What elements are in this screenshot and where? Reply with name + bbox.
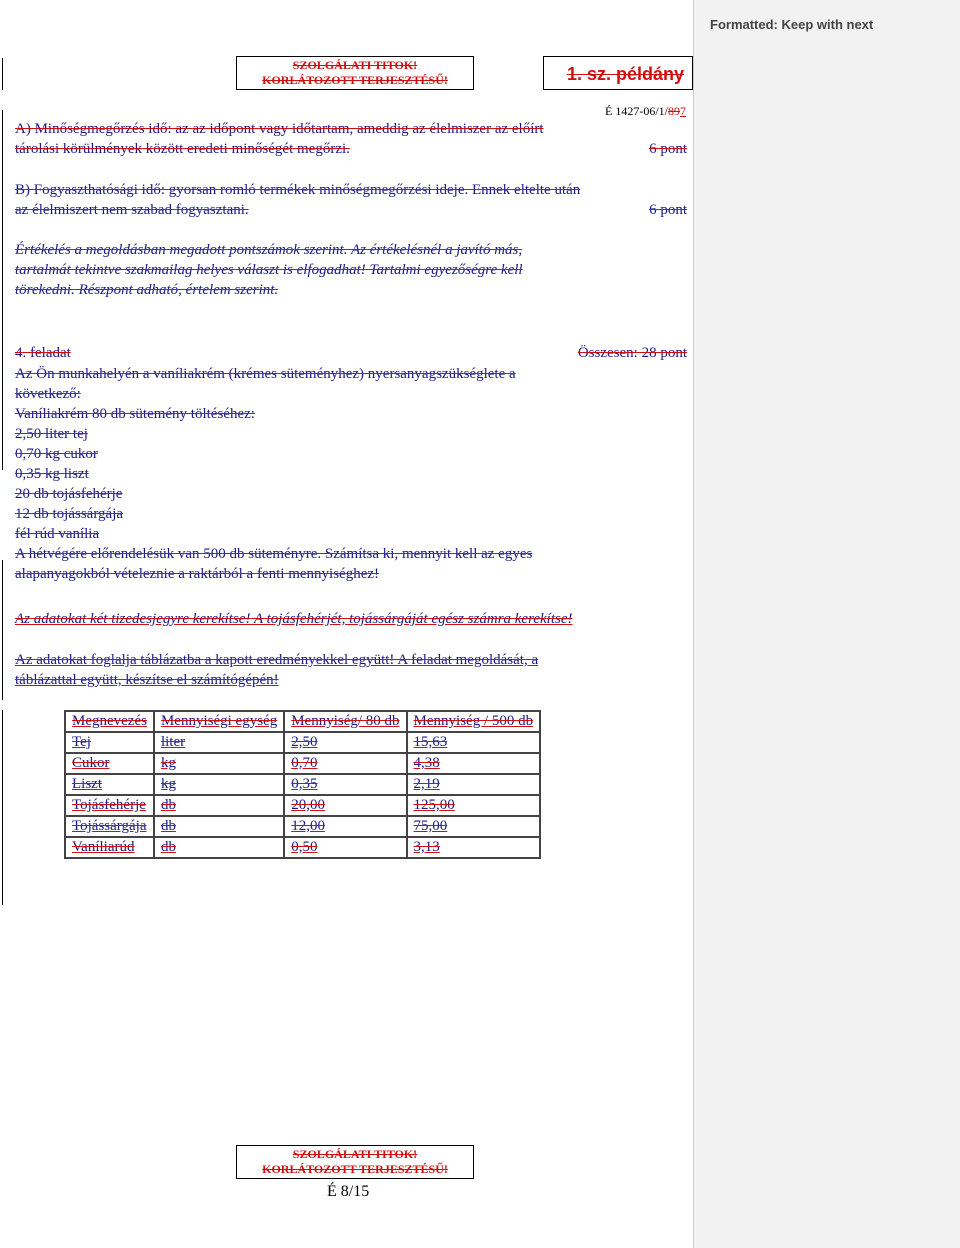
evaluation-line2: tartalmát tekintve szakmailag helyes választ is elfogadhat! Tartalmi egyezőségre kell: [15, 262, 523, 278]
table-cell: 12,00: [284, 816, 406, 837]
change-bar: [2, 110, 3, 470]
ingredient-item: fél rúd vanília: [15, 526, 100, 542]
task4-body: [15, 364, 687, 584]
secret-line-1: SZOLGÁLATI TITOK!: [292, 58, 418, 72]
table-cell: Tojássárgája: [65, 816, 154, 837]
table-cell: Liszt: [65, 774, 154, 795]
header-cell: Mennyiség / 500 db: [407, 711, 541, 732]
comment-sidebar: [693, 0, 960, 1248]
section-b-points: 6 pont: [649, 202, 687, 218]
header-cell: Mennyiségi egység: [154, 711, 284, 732]
table-cell: Vaníliarúd: [65, 837, 154, 858]
task4-total: Összesen: 28 pont: [577, 345, 687, 361]
document-id: [520, 104, 686, 119]
table-row: [65, 795, 540, 816]
section-b: [15, 180, 687, 220]
table-cell: kg: [154, 753, 284, 774]
table-cell: 0,35: [284, 774, 406, 795]
table-cell: liter: [154, 732, 284, 753]
table-row: [65, 732, 540, 753]
task4-title: 4. feladat: [15, 345, 71, 361]
secret-line-2: KORLÁTOZOTT TERJESZTÉSŰ!: [262, 73, 448, 87]
table-row: [65, 774, 540, 795]
table-row: [65, 837, 540, 858]
page-number: É 8/15: [327, 1183, 370, 1200]
change-bar: [2, 710, 3, 905]
secret-line-1: SZOLGÁLATI TITOK!: [292, 1147, 418, 1161]
ingredient-item: 20 db tojásfehérje: [15, 486, 123, 502]
evaluation-line1: Értékelés a megoldásban megadott pontszámok szerint. Az értékelésnél a javító más,: [15, 242, 523, 258]
table-cell: kg: [154, 774, 284, 795]
table-cell: Tej: [65, 732, 154, 753]
evaluation-note: [15, 240, 687, 300]
results-table: [64, 710, 541, 859]
section-a-line1: A) Minőségmegőrzés idő: az az időpont vagy időtartam, ameddig az élelmiszer az előírt: [15, 121, 544, 137]
table-row: [65, 816, 540, 837]
table-cell: db: [154, 795, 284, 816]
table-header-row: [65, 711, 540, 732]
table-instruction-2: táblázattal együtt, készítse el számítógépén!: [15, 672, 279, 688]
section-a-points: 6 pont: [649, 141, 687, 157]
table-row: [65, 753, 540, 774]
table-cell: 0,70: [284, 753, 406, 774]
task4-header: [15, 343, 687, 363]
change-bar: [2, 58, 3, 90]
header-cell: Mennyiség/ 80 db: [284, 711, 406, 732]
table-cell: 4,38: [407, 753, 541, 774]
doc-id-inserted: 7: [680, 104, 686, 118]
secret-footer-box: [236, 1145, 474, 1179]
change-bar: [2, 560, 3, 700]
section-a-line2: tárolási körülmények között eredeti minőségét megőrzi.: [15, 141, 350, 157]
section-b-line1: B) Fogyaszthatósági idő: gyorsan romló termékek minőségmegőrzési ideje. Ennek eltelte után: [15, 182, 581, 198]
doc-id-prefix: É 1427-06/1/: [605, 104, 668, 118]
ingredient-item: 0,70 kg cukor: [15, 446, 98, 462]
ingredient-item: 12 db tojássárgája: [15, 506, 124, 522]
ingredient-item: 0,35 kg liszt: [15, 466, 89, 482]
table-cell: 3,13: [407, 837, 541, 858]
formatting-note: Formatted: Keep with next: [710, 17, 874, 32]
question-line-2: alapanyagokból vételeznie a raktárból a fenti mennyiséghez!: [15, 566, 379, 582]
task4-intro-2: következő:: [15, 386, 81, 402]
table-cell: Tojásfehérje: [65, 795, 154, 816]
evaluation-line3: törekedni. Részpont adható, értelem szerint.: [15, 282, 279, 298]
ingredient-item: 2,50 liter tej: [15, 426, 88, 442]
recipe-title: Vaníliakrém 80 db sütemény töltéséhez:: [15, 406, 255, 422]
table-cell: 75,00: [407, 816, 541, 837]
copy-number-box: [543, 56, 693, 90]
doc-id-deleted: 89: [668, 104, 680, 118]
section-a-line2-row: [15, 139, 687, 159]
rounding-note: Az adatokat két tizedesjegyre kerekítse! A tojásfehérjét, tojássárgáját egész számra kerekítse!: [15, 611, 573, 627]
copy-label: 1. sz. példány: [566, 64, 684, 84]
secret-header-box: [236, 56, 474, 90]
table-cell: 2,50: [284, 732, 406, 753]
question-line-1: A hétvégére előrendelésük van 500 db süteményre. Számítsa ki, mennyit kell az egyes: [15, 546, 533, 562]
table-instruction: [15, 650, 687, 690]
secret-line-2: KORLÁTOZOTT TERJESZTÉSŰ!: [262, 1162, 448, 1176]
table-cell: db: [154, 816, 284, 837]
table-cell: 0,50: [284, 837, 406, 858]
section-b-line2-row: [15, 200, 687, 220]
table-cell: 125,00: [407, 795, 541, 816]
section-a: [15, 119, 687, 159]
header-cell: Megnevezés: [65, 711, 154, 732]
task4-intro-1: Az Ön munkahelyén a vaníliakrém (krémes süteményhez) nyersanyagszükséglete a: [15, 366, 516, 382]
table-cell: 2,19: [407, 774, 541, 795]
table-cell: Cukor: [65, 753, 154, 774]
table-cell: 20,00: [284, 795, 406, 816]
table-cell: db: [154, 837, 284, 858]
table-cell: 15,63: [407, 732, 541, 753]
section-b-line2: az élelmiszert nem szabad fogyasztani.: [15, 202, 249, 218]
table-instruction-1: Az adatokat foglalja táblázatba a kapott eredményekkel együtt! A feladat megoldását, a: [15, 652, 539, 668]
